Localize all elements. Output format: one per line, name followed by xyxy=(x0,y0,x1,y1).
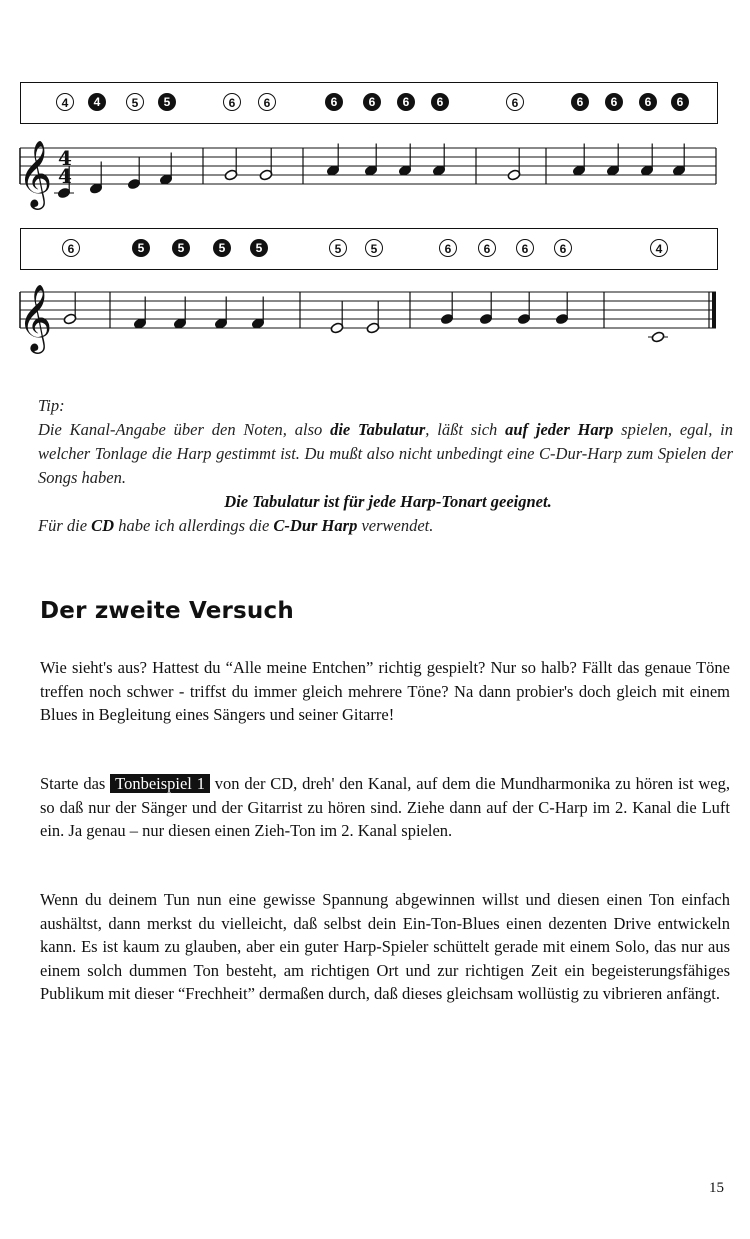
tab-row-1-hole-14: 6 xyxy=(639,93,657,111)
tab-row-1-hole-2: 4 xyxy=(88,93,106,111)
tab-row-2-hole-4: 5 xyxy=(213,239,231,257)
quarter-note xyxy=(517,292,531,325)
tab-row-2-hole-8: 6 xyxy=(439,239,457,257)
tab-row-1-hole-9: 6 xyxy=(397,93,415,111)
tab-row-1-hole-4: 5 xyxy=(158,93,176,111)
paragraph-2: Starte das Tonbeispiel 1 von der CD, dreh' den Kanal, auf dem die Mundharmonika zu hören ist weg, so daß nur der Sänger und der Gitarrist zu hören sind. Ziehe dann auf der C-Harp im 2. Kanal die Luft ein. Ja genau – nur diesen einen Zieh-Ton im 2. Kanal spielen. xyxy=(40,774,730,840)
time-signature-top: 4 xyxy=(58,146,72,170)
tab-row-2 xyxy=(21,229,717,269)
tab-row-1 xyxy=(21,83,717,123)
tip-label: Tip: xyxy=(38,396,65,415)
tab-row-1-hole-6: 6 xyxy=(258,93,276,111)
tab-row-2-hole-3: 5 xyxy=(172,239,190,257)
tab-row-1-hole-11: 6 xyxy=(506,93,524,111)
tab-row-2-hole-12: 4 xyxy=(650,239,668,257)
quarter-note xyxy=(479,292,493,325)
tab-box-2 xyxy=(20,228,718,270)
paragraph-3: Wenn du deinem Tun nun eine gewisse Spannung abgewinnen willst und diesen einen Ton einfach aushältst, dann merkst du vielleicht, daß selbst dein Ein-Ton-Blues einen dezenten Drive entwickeln kann. Es ist kaum zu glauben, aber ein guter Harp-Spieler schüttelt gerade mit einem Solo, das nur aus einem solch dummen Ton besteht, am richtigen Ort und zur richtigen Zeit ein begeisterungsfähiges Publikum mit dieser “Frechheit” dermaßen durch, daß dieses gleichsam wollüstig zu vibrieren anfängt. xyxy=(40,890,730,1003)
tab-row-2-hole-5: 5 xyxy=(250,239,268,257)
tab-row-2-hole-11: 6 xyxy=(554,239,572,257)
tab-row-1-hole-7: 6 xyxy=(325,93,343,111)
tip-box xyxy=(38,394,738,538)
tab-row-1-hole-15: 6 xyxy=(671,93,689,111)
tab-box-1 xyxy=(20,82,718,124)
staff-1 xyxy=(0,138,750,218)
tab-row-1-hole-5: 6 xyxy=(223,93,241,111)
half-note xyxy=(507,148,521,181)
section-title: Der zweite Versuch xyxy=(40,598,294,624)
tip-cd-note: Für die CD habe ich allerdings die C-Dur Harp verwendet. xyxy=(38,516,434,535)
quarter-note xyxy=(440,292,454,325)
half-note xyxy=(330,301,344,334)
tab-row-2-hole-7: 5 xyxy=(365,239,383,257)
paragraph-1: Wie sieht's aus? Hattest du “Alle meine Entchen” richtig gespielt? Nur so halb? Fällt das genaue Töne treffen noch schwer - triffst du immer gleich mehrere Töne? Na dann probier's doch gleich mit einem Blues in Begleitung eines Sängers und seiner Gitarre! xyxy=(40,658,730,724)
tab-row-1-hole-13: 6 xyxy=(605,93,623,111)
tip-highlight: Die Tabulatur ist für jede Harp-Tonart geeignet. xyxy=(224,492,552,511)
tip-text: Die Kanal-Angabe über den Noten, also die Tabulatur, läßt sich auf jeder Harp spielen, egal, in welcher Tonlage die Harp gestimmt ist. Du mußt also nicht unbedingt eine C-Dur-Harp zum Spielen der Songs haben. xyxy=(38,420,734,487)
time-signature-bottom: 4 xyxy=(58,164,72,188)
half-note xyxy=(259,148,273,181)
half-note xyxy=(63,292,77,325)
quarter-note xyxy=(555,292,569,325)
half-note xyxy=(648,331,668,343)
half-note xyxy=(224,148,238,181)
page-number: 15 xyxy=(709,1180,724,1196)
tab-row-2-hole-2: 5 xyxy=(132,239,150,257)
tab-row-1-hole-10: 6 xyxy=(431,93,449,111)
staff-2 xyxy=(0,282,750,362)
treble-clef-icon: 𝄞 xyxy=(18,283,53,351)
tab-row-1-hole-3: 5 xyxy=(126,93,144,111)
tab-row-1-hole-1: 4 xyxy=(56,93,74,111)
tab-row-2-hole-1: 6 xyxy=(62,239,80,257)
quarter-note xyxy=(127,157,141,190)
tab-row-1-hole-12: 6 xyxy=(571,93,589,111)
tab-row-1-hole-8: 6 xyxy=(363,93,381,111)
tonbeispiel-badge: Tonbeispiel 1 xyxy=(110,774,210,793)
treble-clef-icon: 𝄞 xyxy=(18,139,53,207)
final-bar-thick xyxy=(712,292,716,328)
tab-row-2-hole-6: 5 xyxy=(329,239,347,257)
tab-row-2-hole-10: 6 xyxy=(516,239,534,257)
half-note xyxy=(366,301,380,334)
tab-row-2-hole-9: 6 xyxy=(478,239,496,257)
